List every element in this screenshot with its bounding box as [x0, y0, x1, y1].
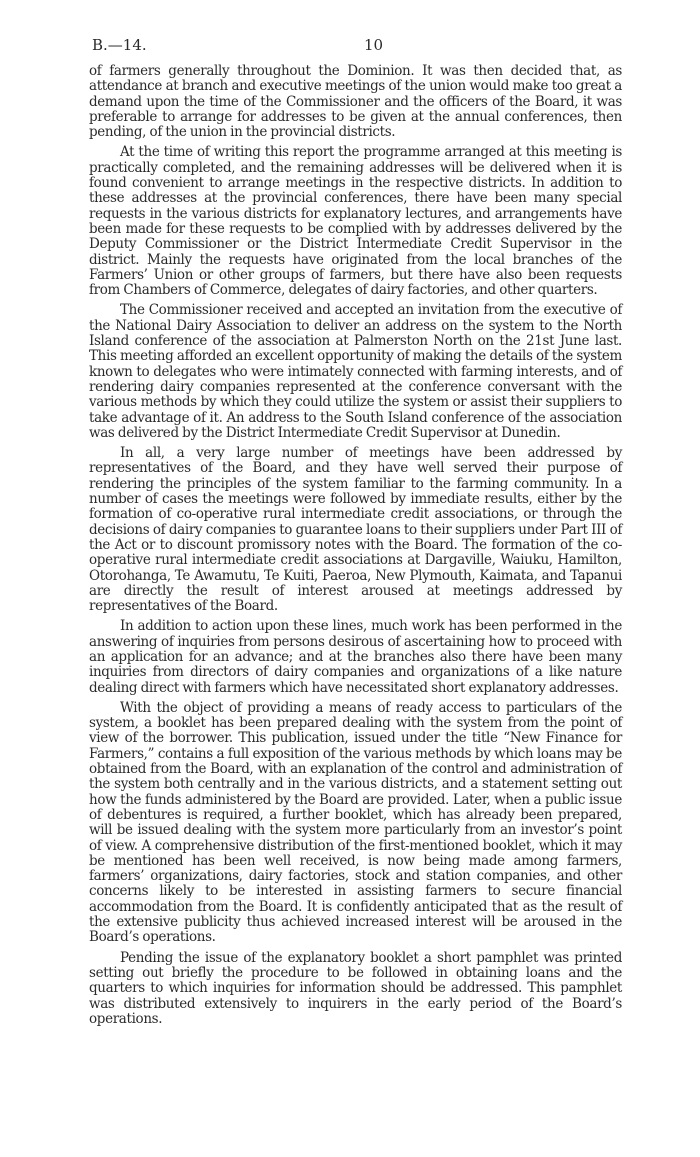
- paragraph-continuation: of farmers generally throughout the Dominion. It was then decided that, as attendance at branch and executive meetings of the union would make too great a demand upon the time of the Commissioner and the officers of the Board, it was preferable to arrange for addresses to be given at the annual conferences, then pending, of the union in the provincial districts.: [89, 63, 622, 141]
- paragraph-programme: At the time of writing this report the programme arranged at this meeting is practically completed, and the remaining addresses will be delivered when it is found convenient to arrange meetings in the respective districts. In addition to these addresses at the provincial conferences, there have been many special requests in the various districts for explanatory lectures, and arrangements have been made for these requests to be complied with by addresses delivered by the Deputy Commissioner or the District Intermediate Credit Supervisor in the district. Mainly the requests have originated from the local branches of the Farmers’ Union or other groups of farmers, but there have also been requests from Chambers of Commerce, delegates of dairy factories, and other quarters.: [89, 144, 622, 299]
- report-reference: B.—14.: [92, 36, 147, 54]
- paragraph-dairy-association: The Commissioner received and accepted an invitation from the executive of the National Dairy Association to deliver an address on the system to the North Island conference of the association at Palmerston North on the 21st June last. This meeting afforded an excellent opportunity of making the details of the system known to delegates who were intimately connected with farming interests, and of rendering dairy companies represented at the conference conversant with the various methods by which they could utilize the system or assist their suppliers to take advantage of it. An address to the South Island conference of the association was delivered by the District Intermediate Credit Supervisor at Dunedin.: [89, 302, 622, 441]
- page-number: 10: [364, 36, 384, 54]
- paragraph-pamphlet: Pending the issue of the explanatory booklet a short pamphlet was printed setting out briefly the procedure to be followed in obtaining loans and the quarters to which inquiries for information should be addressed. This pamphlet was distributed extensively to inquirers in the early period of the Board’s operations.: [89, 949, 622, 1027]
- paragraph-meetings: In all, a very large number of meetings have been addressed by representatives of the Board, and they have well served their purpose of rendering the principles of the system familiar to the farming community. In a number of cases the meetings were followed by immediate results, either by the formation of co-operative rural intermediate credit associations, or through the decisions of dairy companies to guarantee loans to their suppliers under Part III of the Act or to discount promissory notes with the Board. The formation of the co-operative rural intermediate credit associations at Dargaville, Waiuku, Hamilton, Otorohanga, Te Awamutu, Te Kuiti, Paeroa, New Plymouth, Kaimata, and Tapanui are directly the result of interest aroused at meetings addressed by representatives of the Board.: [89, 445, 622, 615]
- page-header: [0, 36, 700, 56]
- body-text: [89, 64, 622, 1032]
- paragraph-inquiries: In addition to action upon these lines, much work has been performed in the answering of inquiries from persons desirous of ascertaining how to proceed with an application for an advance; and at the branches also there have been many inquiries from directors of dairy companies and organizations of a like nature dealing direct with farmers which have necessitated short explanatory addresses.: [89, 618, 622, 696]
- paragraph-booklet: With the object of providing a means of ready access to particulars of the system, a booklet has been prepared dealing with the system from the point of view of the borrower. This publication, issued under the title “New Finance for Farmers,” contains a full exposition of the various methods by which loans may be obtained from the Board, with an explanation of the control and administration of the system both centrally and in the various districts, and a statement setting out how the funds administered by the Board are provided. Later, when a public issue of debentures is required, a further booklet, which has already been prepared, will be issued dealing with the system more particularly from an investor’s point of view. A comprehensive distribution of the first-mentioned booklet, which it may be mentioned has been well received, is now being made among farmers, farmers’ organizations, dairy factories, stock and station companies, and other concerns likely to be interested in assisting farmers to secure financial accommodation from the Board. It is confidently anticipated that as the result of the extensive publicity thus achieved increased interest will be aroused in the Board’s operations.: [89, 699, 622, 946]
